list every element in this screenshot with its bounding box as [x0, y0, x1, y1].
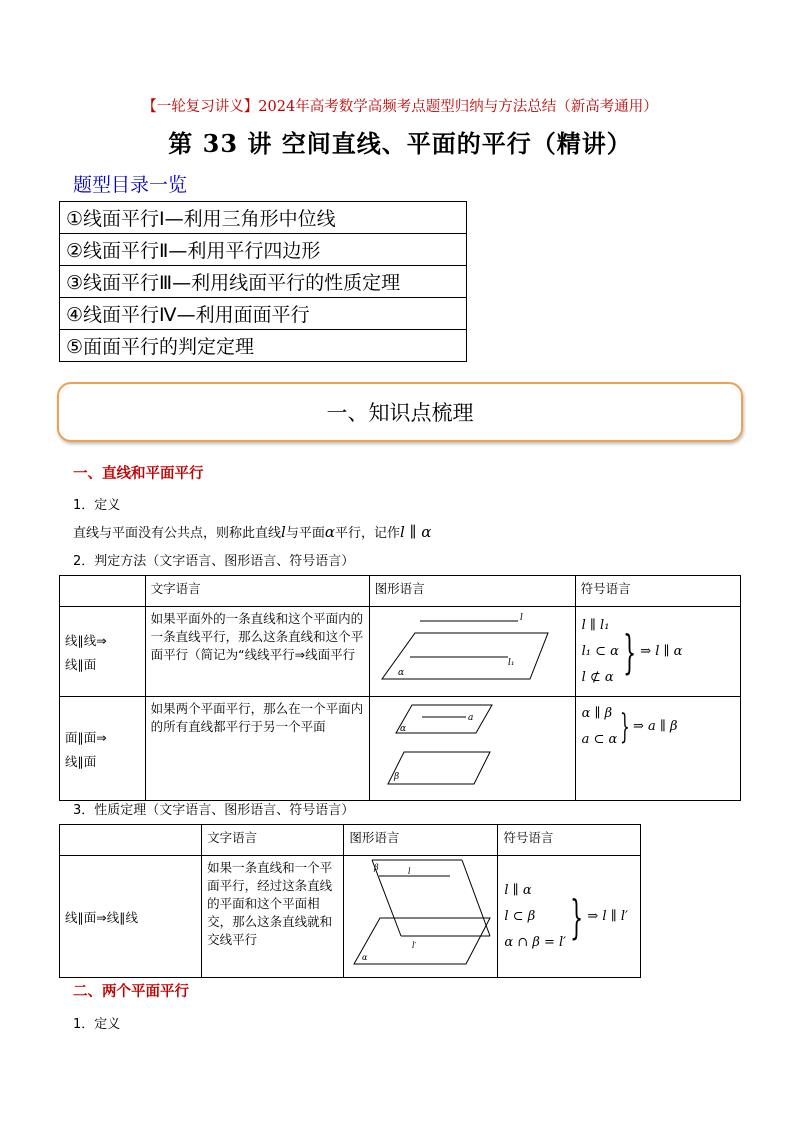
symbol-result: ⇒ l ∥ l′: [587, 908, 628, 924]
toc-item[interactable]: ⑤面面平行的判定定理: [60, 330, 467, 362]
plane-plane-parallel-figure: [370, 697, 575, 797]
symbol-lines: [582, 613, 619, 691]
symbol-line: l ∥ α: [504, 882, 532, 898]
symbol-cell: [575, 697, 740, 801]
row-label-line: 线∥面: [65, 753, 97, 769]
fig-label-a: a: [467, 713, 473, 723]
fig-label-beta: β: [374, 863, 380, 872]
symbol-line: a ⊂ α: [581, 732, 618, 747]
def-part: 与平面: [285, 526, 325, 541]
row-text: 如果平面外的一条直线和这个平面内的一条直线平行，那么这条直线和这个平面平行（简记为“线线平行⇒线面平行: [145, 607, 369, 697]
fig-label-lprime: l′: [412, 941, 417, 950]
header-empty: [60, 576, 146, 607]
toc-item[interactable]: ④线面平行Ⅳ—利用面面平行: [60, 298, 467, 330]
fig-label-beta: β: [393, 772, 399, 782]
def-notation: l ∥ α: [400, 523, 432, 541]
property-label: 3．性质定理（文字语言、图形语言、符号语言）: [73, 803, 355, 818]
definition-label: 1．定义: [73, 498, 121, 513]
def-part: 直线与平面没有公共点，则称此直线: [73, 526, 282, 541]
def-part: 平行，记作: [334, 526, 400, 541]
header-symbol-lang: 符号语言: [575, 576, 740, 607]
toc-item[interactable]: ①线面平行Ⅰ—利用三角形中位线: [60, 202, 467, 234]
figure-cell: [369, 697, 575, 801]
header-text-lang: 文字语言: [202, 825, 344, 856]
row-text: 如果一条直线和一个平面平行，经过这条直线的平面和这个平面相交，那么这条直线就和交线平行: [202, 856, 344, 978]
symbol-cell: [498, 856, 641, 978]
def-l: l: [281, 523, 286, 541]
line-plane-parallel-figure: [370, 607, 575, 693]
series-title: 【一轮复习讲义】2024年高考数学高频考点题型归纳与方法总结（新高考通用）: [142, 99, 658, 115]
fig-label-alpha: α: [362, 953, 368, 962]
row-label-line: 面∥面⇒: [65, 729, 107, 745]
property-figure: [344, 856, 497, 974]
header-figure-lang: 图形语言: [369, 576, 575, 607]
def-alpha: α: [324, 523, 335, 541]
header-empty: [60, 825, 202, 856]
symbol-line: α ∩ β = l′: [504, 934, 567, 950]
symbol-line: l ⊄ α: [581, 669, 614, 685]
figure-cell: [369, 607, 575, 697]
fig-label-l: l: [519, 613, 523, 623]
row-label: [60, 697, 146, 801]
fig-label-alpha: α: [397, 668, 404, 678]
header-text-lang: 文字语言: [145, 576, 369, 607]
header-symbol-lang: 符号语言: [498, 825, 641, 856]
symbol-lines: [582, 701, 618, 753]
property-table: [59, 824, 641, 978]
banner-text: 一、知识点梳理: [326, 401, 474, 425]
brace-icon: }: [622, 624, 637, 679]
brace-icon: }: [620, 707, 630, 747]
fig-label-l: l: [408, 867, 411, 876]
definition-text: [73, 522, 431, 541]
toc-item[interactable]: ③线面平行Ⅲ—利用线面平行的性质定理: [60, 266, 467, 298]
symbol-lines: [504, 878, 566, 956]
fig-label-alpha: α: [399, 724, 406, 734]
header-figure-lang: 图形语言: [344, 825, 498, 856]
symbol-result: ⇒ l ∥ α: [640, 643, 683, 659]
row-label-line: 线∥面: [65, 656, 97, 672]
row-label: [60, 607, 146, 697]
row-text: 如果两个平面平行，那么在一个平面内的所有直线都平行于另一个平面: [145, 697, 369, 801]
brace-icon: }: [570, 889, 584, 944]
fig-label-l1: l₁: [507, 658, 515, 668]
toc-heading: 题型目录一览: [73, 174, 188, 196]
toc-item[interactable]: ②线面平行Ⅱ—利用平行四边形: [60, 234, 467, 266]
symbol-result: ⇒ a ∥ β: [632, 719, 678, 734]
judge-label: 2．判定方法（文字语言、图形语言、符号语言）: [73, 554, 355, 569]
toc-table: [59, 201, 467, 362]
section2-heading: 二、两个平面平行: [73, 984, 189, 1000]
symbol-line: l₁ ⊂ α: [581, 643, 619, 659]
symbol-line: l ⊂ β: [504, 908, 536, 924]
symbol-line: α ∥ β: [581, 706, 613, 721]
symbol-line: l ∥ l₁: [581, 617, 610, 633]
section1-heading: 一、直线和平面平行: [73, 466, 204, 482]
row-label-line: 线∥线⇒: [65, 632, 107, 648]
figure-cell: [344, 856, 498, 978]
section2-definition-label: 1．定义: [73, 1017, 121, 1032]
row-label: 线∥面⇒线∥线: [60, 856, 202, 978]
section-banner: [57, 382, 743, 442]
symbol-cell: [575, 607, 740, 697]
page-title: 第 33 讲 空间直线、平面的平行（精讲）: [168, 129, 632, 158]
judgement-table: [59, 575, 741, 801]
